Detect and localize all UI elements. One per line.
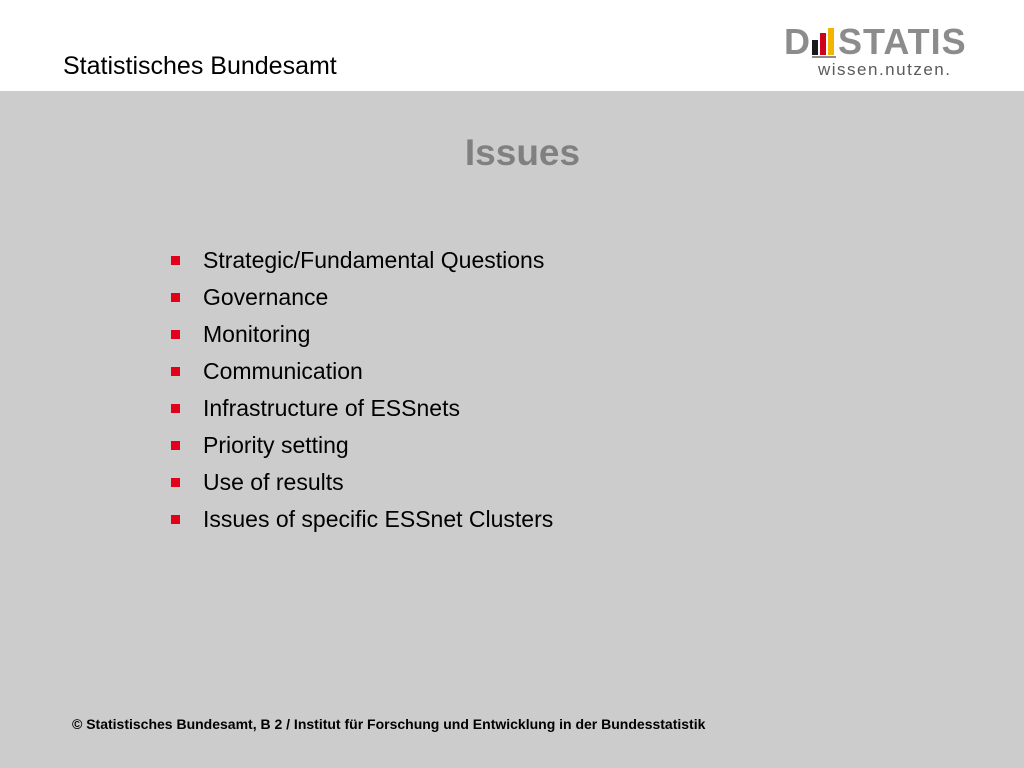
bullet-item — [170, 355, 553, 392]
logo-wordmark — [784, 22, 967, 62]
footer-copyright: © Statistisches Bundesamt, B 2 / Institut für Forschung und Entwicklung in der Bundesstatistik — [72, 716, 706, 732]
logo-flag-icon — [812, 28, 836, 55]
square-bullet-icon — [171, 515, 180, 524]
bullet-item — [170, 318, 553, 355]
slide-content — [0, 91, 1024, 768]
bullet-list — [170, 244, 553, 540]
bullet-text: Communication — [203, 358, 363, 384]
bullet-text: Issues of specific ESSnet Clusters — [203, 506, 554, 532]
header — [0, 0, 1024, 91]
destatis-logo — [784, 22, 994, 82]
logo-tagline: wissen.nutzen. — [818, 60, 952, 79]
bullet-item — [170, 466, 553, 503]
bullet-item — [170, 244, 553, 281]
square-bullet-icon — [171, 330, 180, 339]
logo-word-left: D — [784, 21, 811, 62]
square-bullet-icon — [171, 441, 180, 450]
square-bullet-icon — [171, 367, 180, 376]
square-bullet-icon — [171, 256, 180, 265]
organization-name: Statistisches Bundesamt — [63, 52, 337, 80]
bullet-text: Use of results — [203, 469, 344, 495]
bullet-item — [170, 281, 553, 318]
bullet-text: Monitoring — [203, 321, 311, 347]
logo-word-right: STATIS — [838, 21, 967, 62]
slide-title: Issues — [464, 132, 581, 173]
bullet-item — [170, 503, 553, 540]
square-bullet-icon — [171, 478, 180, 487]
bullet-text: Infrastructure of ESSnets — [203, 395, 460, 421]
bullet-text: Governance — [203, 284, 329, 310]
bullet-item — [170, 429, 553, 466]
square-bullet-icon — [171, 404, 180, 413]
square-bullet-icon — [171, 293, 180, 302]
bullet-item — [170, 392, 553, 429]
bullet-text: Strategic/Fundamental Questions — [203, 247, 545, 273]
bullet-text: Priority setting — [203, 432, 349, 458]
